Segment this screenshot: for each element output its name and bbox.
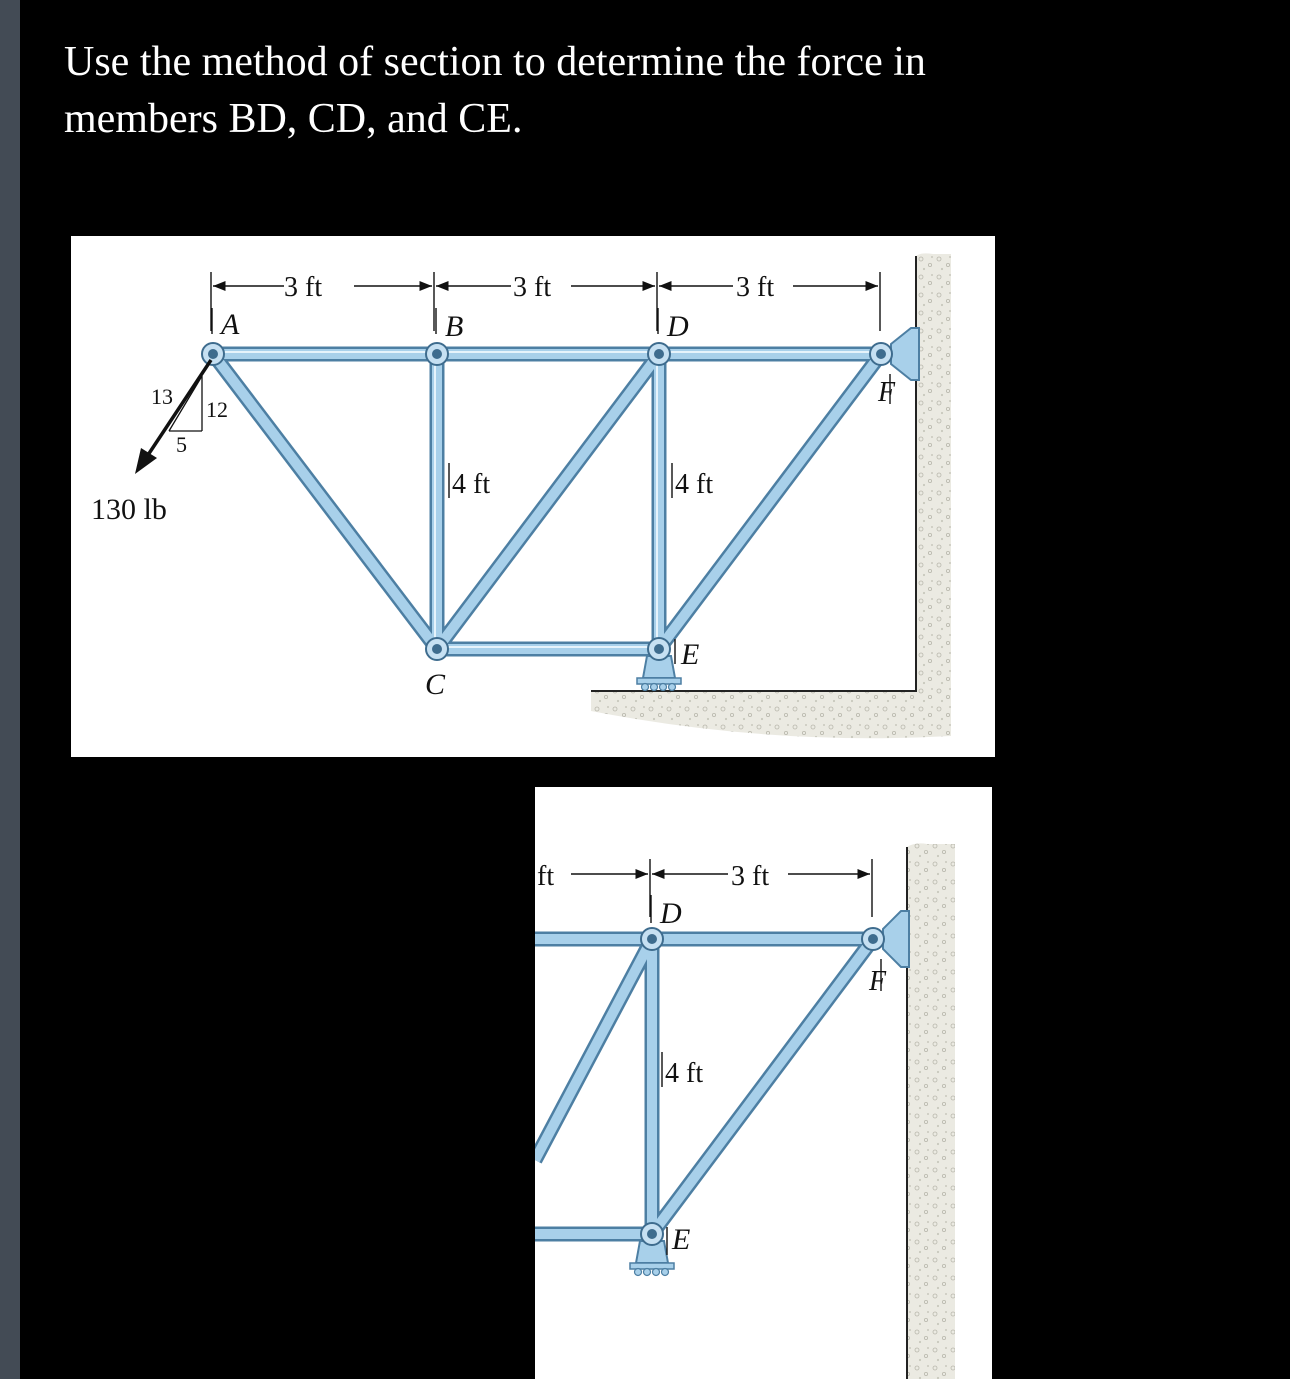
- dimension-lines-zoom: [571, 859, 881, 1255]
- truss-figure-panel: [71, 236, 995, 757]
- truss-members: [213, 352, 881, 649]
- question-text: [64, 34, 1064, 148]
- joint-label-a: A: [221, 308, 240, 341]
- load-arrow: [135, 360, 211, 474]
- dim-label-de-height: 4 ft: [675, 469, 714, 500]
- dim-label-bc-height: 4 ft: [452, 469, 491, 500]
- joint-label-e-zoom: E: [672, 1223, 691, 1256]
- slope-label-horiz: 5: [176, 432, 187, 457]
- slope-triangle: [169, 376, 202, 431]
- dim-label-partial-zoom: ft: [537, 861, 555, 892]
- left-sidebar-strip: [0, 0, 20, 1379]
- dim-label-de-height-zoom: 4 ft: [665, 1058, 704, 1089]
- load-label: 130 lb: [91, 493, 167, 526]
- joint-label-e: E: [681, 638, 700, 671]
- truss-members-zoom: [535, 939, 873, 1234]
- question-line-1: Use the method of section to determine the force in: [64, 39, 926, 85]
- joint-label-f-zoom: F: [869, 966, 887, 997]
- dim-label-df-zoom: 3 ft: [731, 861, 770, 892]
- dim-label-ab: 3 ft: [284, 272, 323, 303]
- dim-label-df: 3 ft: [736, 272, 775, 303]
- joint-label-b: B: [445, 310, 464, 343]
- joint-label-f: F: [878, 377, 896, 408]
- wall-face: [591, 256, 916, 691]
- truss-diagram: [71, 236, 995, 757]
- joint-label-d-zoom: D: [660, 897, 682, 930]
- slope-label-vert: 12: [206, 397, 228, 422]
- truss-zoom-panel: [535, 787, 992, 1379]
- truss-zoom-diagram: [535, 787, 992, 1379]
- question-line-2: members BD, CD, and CE.: [64, 96, 523, 142]
- support-f-bracket: [891, 328, 919, 380]
- slope-label-hyp: 13: [151, 384, 173, 409]
- joint-label-d: D: [667, 310, 689, 343]
- dim-label-bd: 3 ft: [513, 272, 552, 303]
- joint-label-c: C: [425, 668, 446, 701]
- support-f-bracket-zoom: [883, 911, 909, 967]
